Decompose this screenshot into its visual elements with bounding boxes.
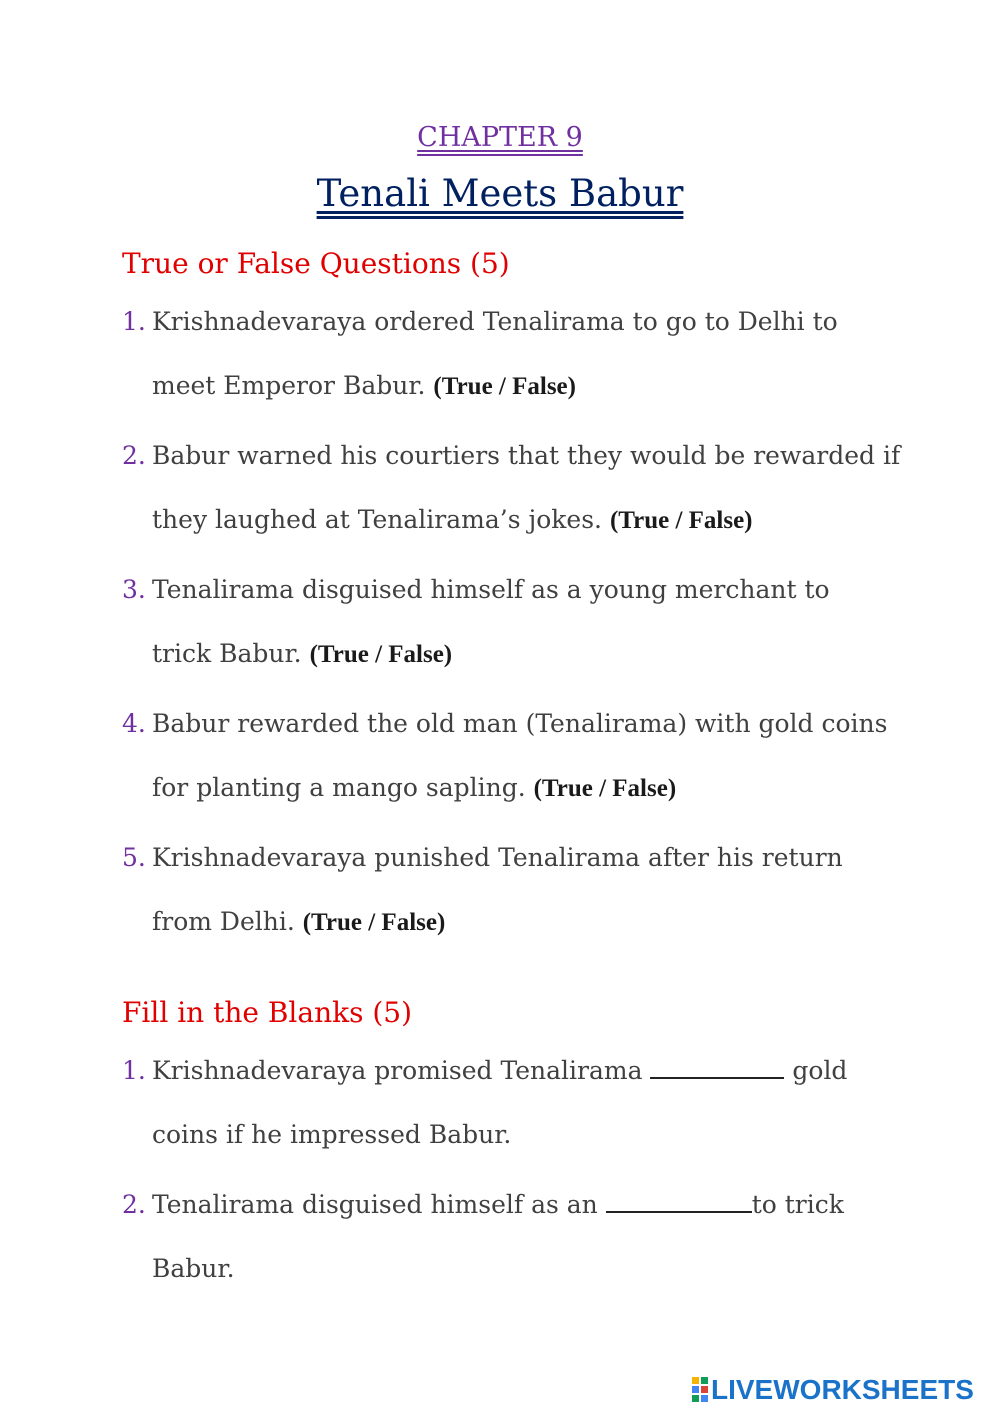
question-text: Krishnadevaraya ordered Tenalirama to go to Delhi to — [152, 307, 838, 336]
question-text: Babur. — [152, 1254, 235, 1283]
fill-blanks-heading: Fill in the Blanks (5) — [122, 996, 412, 1029]
tf-question-4 — [122, 709, 888, 738]
question-number: 4. — [122, 709, 146, 738]
fib-question-2 — [122, 1190, 844, 1219]
true-false-choice[interactable]: (True / False) — [302, 909, 446, 936]
true-false-choice[interactable]: (True / False) — [433, 373, 576, 400]
question-text: trick Babur. — [152, 639, 310, 668]
liveworksheets-icon — [692, 1377, 708, 1403]
question-number: 2. — [122, 441, 146, 470]
question-number: 2. — [122, 1190, 146, 1219]
question-number: 3. — [122, 575, 146, 604]
true-false-choice[interactable]: (True / False) — [309, 641, 453, 668]
worksheet-title: Tenali Meets Babur — [316, 172, 684, 215]
fib-question-1 — [122, 1056, 847, 1085]
question-number: 1. — [122, 307, 146, 336]
question-text: gold — [784, 1056, 848, 1085]
true-false-choice[interactable]: (True / False) — [533, 775, 677, 802]
question-text: they laughed at Tenalirama’s jokes. — [152, 505, 610, 534]
tf-question-2 — [122, 441, 900, 470]
tf-question-1-cont — [152, 371, 576, 401]
question-text: Babur warned his courtiers that they would be rewarded if — [152, 441, 901, 470]
chapter-label: CHAPTER 9 — [417, 122, 583, 153]
tf-question-5 — [122, 843, 843, 872]
question-text: to trick — [751, 1190, 844, 1219]
question-text: coins if he impressed Babur. — [152, 1120, 512, 1149]
tf-question-1 — [122, 307, 838, 336]
fib-question-1-cont — [152, 1120, 511, 1149]
question-text: Babur rewarded the old man (Tenalirama) with gold coins — [152, 709, 888, 738]
question-number: 1. — [122, 1056, 146, 1085]
tf-question-3-cont — [152, 639, 452, 669]
blank-input[interactable] — [650, 1057, 784, 1079]
question-text: for planting a mango sapling. — [152, 773, 534, 802]
question-text: from Delhi. — [152, 907, 303, 936]
question-number: 5. — [122, 843, 146, 872]
tf-question-2-cont — [152, 505, 753, 535]
tf-question-3 — [122, 575, 830, 604]
tf-question-5-cont — [152, 907, 445, 937]
question-text: Krishnadevaraya punished Tenalirama after his return — [152, 843, 843, 872]
question-text: meet Emperor Babur. — [152, 371, 434, 400]
true-false-choice[interactable]: (True / False) — [609, 507, 753, 534]
true-false-heading: True or False Questions (5) — [122, 247, 510, 280]
question-text: Krishnadevaraya promised Tenalirama — [152, 1056, 651, 1085]
blank-input[interactable] — [606, 1191, 752, 1213]
question-text: Tenalirama disguised himself as an — [152, 1190, 606, 1219]
liveworksheets-logo — [692, 1374, 974, 1405]
fib-question-2-cont — [152, 1254, 235, 1283]
tf-question-4-cont — [152, 773, 676, 803]
brand-name: LIVEWORKSHEETS — [711, 1374, 974, 1405]
question-text: Tenalirama disguised himself as a young merchant to — [152, 575, 830, 604]
